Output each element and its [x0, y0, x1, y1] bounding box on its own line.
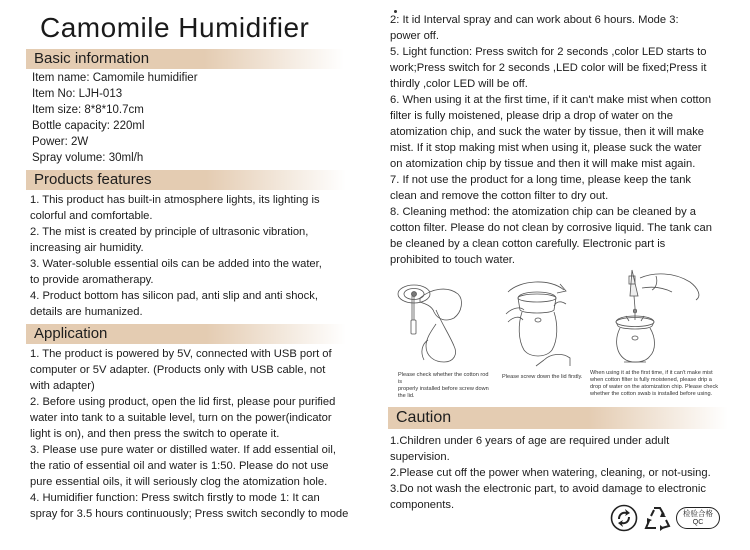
bullet-dot [394, 10, 397, 13]
features-line: 3. Water-soluble essential oils can be added into the water, [30, 258, 322, 270]
continued-line: 6. When using it at the first time, if it can't make mist when cotton [390, 94, 712, 106]
caution-heading-label: Caution [396, 409, 452, 426]
basic-info-item: Item name: Camomile humidifier [32, 72, 198, 84]
continued-line: clean and remove the cotton filter to dry out. [390, 190, 609, 202]
features-line: 2. The mist is created by principle of ultrasonic vibration, [30, 226, 309, 238]
caution-line: supervision. [390, 451, 450, 463]
continued-line: prohibited to touch water. [390, 254, 516, 266]
drip-water-icon [598, 266, 710, 368]
caution-line: components. [390, 499, 455, 511]
features-line: details are humanized. [30, 306, 143, 318]
application-text [30, 346, 365, 522]
application-line: with adapter) [30, 380, 95, 392]
continued-line: power off. [390, 30, 439, 42]
features-text [30, 192, 360, 320]
continued-line: 2: It id Interval spray and can work about 6 hours. Mode 3: [390, 14, 679, 26]
basic-info-list [32, 70, 352, 166]
recycle-circle-icon [610, 504, 638, 532]
page-title: Camomile Humidifier [40, 12, 310, 43]
screw-lid-icon [496, 276, 578, 368]
basic-info-item: Item No: LJH-013 [32, 88, 123, 100]
features-line: to provide aromatherapy. [30, 274, 154, 286]
features-line: 4. Product bottom has silicon pad, anti slip and anti shock, [30, 290, 318, 302]
application-line: water into tank to a suitable level, turn on the power(indicator [30, 412, 332, 424]
application-line: 2. Before using product, open the lid first, please pour purified [30, 396, 336, 408]
qc-stamp-icon [676, 507, 720, 529]
continued-line: filter is fully moistened, please drip a drop of water on the [390, 110, 673, 122]
caution-text [390, 433, 730, 513]
caution-line: 3.Do not wash the electronic part, to avoid damage to electronic [390, 483, 706, 495]
basic-info-heading-label: Basic information [34, 50, 150, 67]
application-heading-label: Application [34, 325, 108, 342]
caution-line: 2.Please cut off the power when watering, cleaning, or not-using. [390, 467, 711, 479]
caution-heading [388, 407, 728, 429]
features-line: 1. This product has built-in atmosphere lights, its lighting is [30, 194, 320, 206]
features-heading [26, 170, 346, 190]
features-heading-label: Products features [34, 171, 152, 188]
continued-line: 5. Light function: Press switch for 2 seconds ,color LED starts to [390, 46, 707, 58]
qc-stamp-bottom: QC [692, 519, 704, 526]
application-line: pure essential oils, it will seriously clog the atomization hole. [30, 476, 328, 488]
application-line: 3. Please use pure water or distilled water. If add essential oil, [30, 444, 336, 456]
basic-info-heading [26, 49, 344, 69]
figure-caption: When using it at the first time, if it can't make mist when cotton filter is fully moistened, please drip a drop of water on the atomization chip. Please check whether the cotton swab is installed before using. [590, 370, 719, 397]
recycle-triangle-icon [642, 504, 672, 532]
qc-stamp-top: 检验合格 [683, 509, 713, 518]
basic-info-item: Item size: 8*8*10.7cm [32, 104, 144, 116]
check-cotton-rod-icon [392, 280, 474, 370]
continued-line: cotton filter. Please do not clean by corrosive liquid. The tank can [390, 222, 712, 234]
continued-line: atomization chip, and suck the water by tissue, then it will make [390, 126, 705, 138]
features-line: colorful and comfortable. [30, 210, 153, 222]
continued-line: on atomization chip by tissue and then it will make mist again. [390, 158, 696, 170]
figure-caption: Please screw down the lid firstly. [502, 374, 583, 380]
figure-caption: Please check whether the cotton rod is properly installed before screw down the lid. [398, 372, 489, 399]
features-line: increasing air humidity. [30, 242, 144, 254]
continued-text [390, 12, 730, 268]
application-line: light is on), and then press the switch to operate it. [30, 428, 280, 440]
basic-info-item: Power: 2W [32, 136, 89, 148]
application-line: 4. Humidifier function: Press switch firstly to mode 1: It can [30, 492, 320, 504]
continued-line: 8. Cleaning method: the atomization chip can be cleaned by a [390, 206, 696, 218]
application-line: spray for 3.5 hours continuously; Press switch secondly to mode [30, 508, 349, 520]
application-line: the ratio of essential oil and water is 1:50. Please do not use [30, 460, 329, 472]
caution-line: 1.Children under 6 years of age are required under adult [390, 435, 670, 447]
basic-info-item: Spray volume: 30ml/h [32, 152, 144, 164]
application-line: 1. The product is powered by 5V, connected with USB port of [30, 348, 332, 360]
application-line: computer or 5V adapter. (Products only with USB cable, not [30, 364, 326, 376]
application-heading [26, 324, 346, 344]
basic-info-item: Bottle capacity: 220ml [32, 120, 145, 132]
continued-line: mist. If it stop making mist when using it, please suck the water [390, 142, 702, 154]
continued-line: thirdly ,color LED will be off. [390, 78, 528, 90]
continued-line: be cleaned by a clean cotton carefully. Electronic part is [390, 238, 666, 250]
continued-line: 7. If not use the product for a long time, please keep the tank [390, 174, 692, 186]
continued-line: work;Press switch for 2 seconds ,LED color will be fixed;Press it [390, 62, 707, 74]
